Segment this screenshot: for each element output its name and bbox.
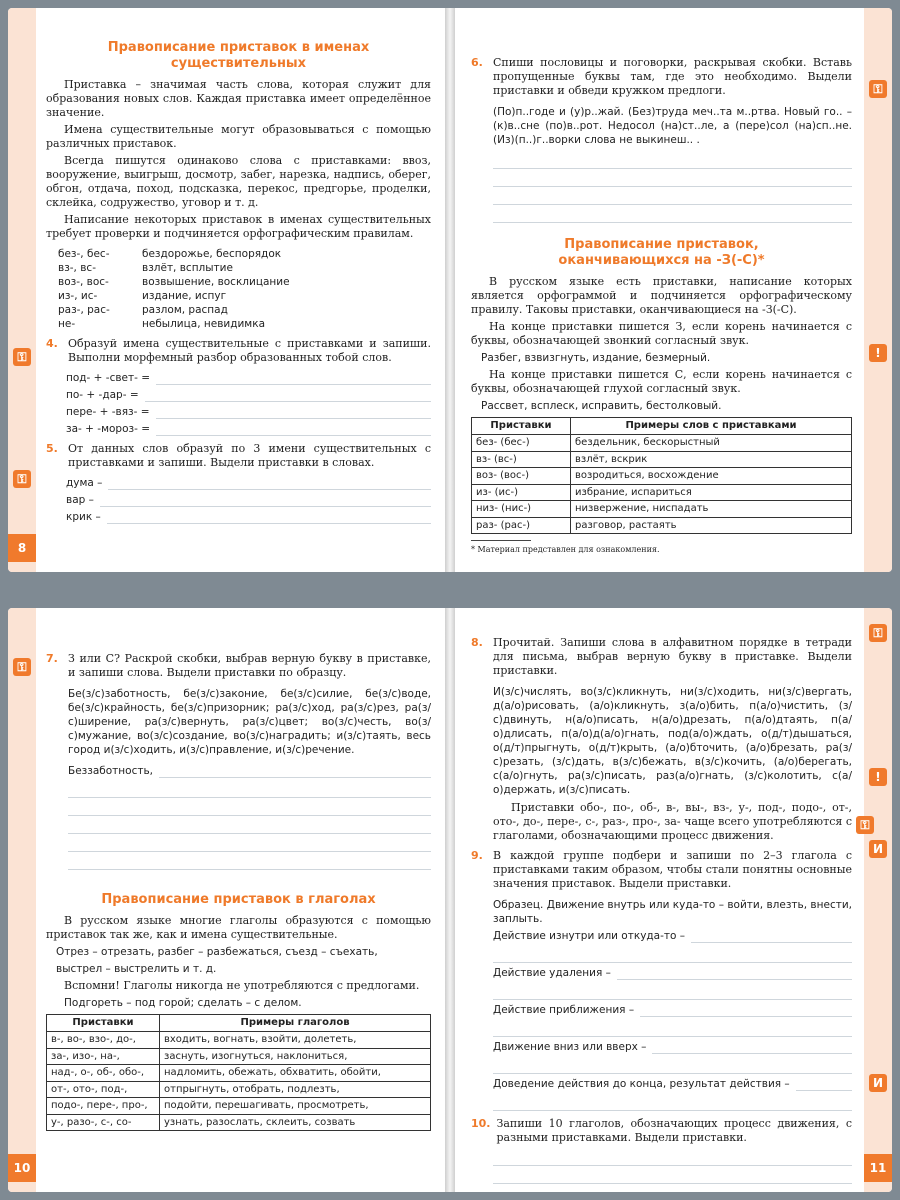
answer-line[interactable] (68, 780, 431, 798)
task-number: 7. (46, 652, 58, 665)
answer-line[interactable] (100, 492, 431, 507)
paragraph: Приставка – значимая часть слова, которая служит для образования новых слов. Каждая приставка имеет определённое значение. (46, 78, 431, 119)
page-margin (8, 608, 36, 1192)
prefix-table (471, 417, 852, 534)
key-icon: ⚿ (13, 470, 31, 488)
task-7-answers (68, 763, 431, 870)
word-formula: за- + -мороз- = (66, 423, 151, 435)
page-10 (8, 608, 445, 1192)
table-row (47, 1032, 431, 1049)
base-word: вар – (66, 494, 94, 506)
attention-icon: ! (869, 768, 887, 786)
task-text: Прочитай. Запиши слова в алфавитном порядке в тетради для письма, выбрав верную букву в приставке. Выдели приставки. (493, 636, 852, 677)
answer-line[interactable] (796, 1076, 852, 1091)
prefix-examples: разлом, распад (142, 304, 228, 316)
paragraph: В русском языке многие глаголы образуются с помощью приставок так же, как и имена существительные. (46, 914, 431, 941)
table-cell: подойти, перешагивать, просмотреть, (160, 1098, 431, 1115)
page-11 (455, 608, 892, 1192)
prefix: без-, бес- (58, 248, 110, 260)
task-number: 5. (46, 442, 58, 455)
meaning-label: Доведение действия до конца, результат действия – (493, 1078, 790, 1090)
page-content (46, 608, 431, 1192)
table-cell: низ- (нис-) (472, 501, 571, 518)
key-icon: ⚿ (13, 348, 31, 366)
example-words: выстрел – выстрелить и т. д. (56, 963, 217, 975)
task-5 (46, 442, 431, 473)
table-cell: у-, разо-, с-, со- (47, 1114, 160, 1131)
task-10-answers (493, 1148, 852, 1184)
answer-line[interactable] (156, 370, 431, 385)
table-row (47, 1048, 431, 1065)
prefix: раз-, рас- (58, 304, 110, 316)
info-icon: И (869, 840, 887, 858)
task-text: Запиши 10 глаголов, обозначающих процесс движения, с разными приставками. Выдели приставки. (496, 1117, 852, 1144)
meaning-label: Движение вниз или вверх – (493, 1041, 647, 1053)
table-row (472, 517, 852, 534)
task-text: Спиши пословицы и поговорки, раскрывая скобки. Вставь пропущенные буквы там, где это необходимо. Выдели приставки и обведи кружком предлоги. (493, 56, 852, 97)
task-6 (471, 56, 852, 101)
prefix: из-, ис- (58, 290, 98, 302)
answer-line[interactable] (493, 1148, 852, 1166)
example-words: Разбег, взвизгнуть, издание, безмерный. (481, 352, 711, 364)
word-formula: пере- + -вяз- = (66, 406, 150, 418)
page-content (471, 608, 852, 1192)
sample-answer: Образец. Движение внутрь или куда-то – войти, влезть, внести, заплыть. (493, 899, 852, 925)
key-icon: ⚿ (856, 816, 874, 834)
answer-line[interactable] (68, 852, 431, 870)
page-content (471, 8, 852, 572)
key-icon: ⚿ (869, 624, 887, 642)
answer-line[interactable] (68, 798, 431, 816)
task-number: 10. (471, 1117, 491, 1130)
table-cell: воз- (вос-) (472, 468, 571, 485)
example-words: Рассвет, всплеск, исправить, бестолковый. (481, 400, 722, 412)
table-cell: над-, о-, об-, обо-, (47, 1065, 160, 1082)
task-6-answers (493, 151, 852, 223)
page-margin (864, 608, 892, 1192)
base-word: дума – (66, 477, 103, 489)
task-number: 4. (46, 337, 58, 350)
answer-line[interactable] (156, 421, 431, 436)
page-number: 11 (864, 1154, 892, 1182)
answer-line[interactable] (108, 475, 431, 490)
task-10 (471, 1117, 852, 1148)
table-cell: за-, изо-, на-, (47, 1048, 160, 1065)
task-number: 8. (471, 636, 483, 649)
task-number: 6. (471, 56, 483, 69)
table-cell: заснуть, изогнуться, наклониться, (160, 1048, 431, 1065)
table-cell: надломить, обежать, обхватить, обойти, (160, 1065, 431, 1082)
answer-line[interactable] (493, 1093, 852, 1111)
table-cell: вз- (вс-) (472, 451, 571, 468)
meaning-label: Действие изнутри или откуда-то – (493, 930, 686, 942)
table-cell: бездельник, бескорыстный (571, 435, 852, 452)
exercise-words: Бе(з/с)заботность, бе(з/с)законие, бе(з/с)силие, бе(з/с)воде, бе(з/с)крайность, бе(з/с)призорник; ра(з/с)ход, ра(з/с)рез, ра(з/с)ширение, ра(з/с)вернуть, ра(з/с)цвет; во(з/с)честь, во(з/с)мужание, во(з/с)создание, во(з/с)наградить; и(з/с)таять, весь город и(з/с)ходить, и(з/с)правление, и(з/с)речение. (68, 688, 431, 756)
table-row (47, 1065, 431, 1082)
task-5-answers (66, 475, 431, 524)
word-formula: по- + -дар- = (66, 389, 139, 401)
answer-line[interactable] (493, 945, 852, 963)
prefix-examples: бездорожье, беспорядок (142, 248, 282, 260)
answer-line[interactable] (493, 169, 852, 187)
answer-line[interactable] (107, 509, 431, 524)
table-row (47, 1081, 431, 1098)
exercise-words: И(з/с)числять, во(з/с)кликнуть, ни(з/с)ходить, ни(з/с)вергать, д(а/о)рисовать, (а/о)кликнуть, з(а/о)бить, п(а/о)чистить, (з/с)двинуть, н(а/о)писать, н(а/о)дрезать, п(а/о)дтаять, п(а/о)длисать, п(а/о)д(а/о)гнать, под(а/о)ждать, о(д/т)дышаться, о(д/т)прыгнуть, о(д/т)крыть, (а/о)бточить, (а/о)брезать, ра(з/с)резать, (з/с)дать, в(з/с)бежать, в(з/с)кочить, (а/о)берегать, с(а/о)гнуть, ра(з/с)писать, раз(а/о)гнать, (з/с)колотить, с(а/о)держать, и(з/с)писать. (493, 686, 852, 796)
task-4-answers (66, 370, 431, 436)
key-icon: ⚿ (869, 80, 887, 98)
word-formula: под- + -свет- = (66, 372, 151, 384)
task-4 (46, 337, 431, 368)
task-text: З или С? Раскрой скобки, выбрав верную букву в приставке, и запиши слова. Выдели приставки по образцу. (68, 652, 431, 679)
task-text: Образуй имена существительные с приставками и запиши. Выполни морфемный разбор образованных тобой слов. (68, 337, 431, 364)
answer-line[interactable] (691, 928, 852, 943)
key-icon: ⚿ (13, 658, 31, 676)
task-8 (471, 636, 852, 681)
info-icon: И (869, 1074, 887, 1092)
example-words: Подгореть – под горой; сделать – с делом. (64, 997, 302, 1009)
table-cell: отпрыгнуть, отобрать, подлезть, (160, 1081, 431, 1098)
spread-pages-8-9 (0, 0, 900, 580)
table-header: Примеры слов с приставками (571, 418, 852, 435)
page-9 (455, 8, 892, 572)
spread-pages-10-11 (0, 600, 900, 1200)
paragraph: На конце приставки пишется З, если корень начинается с буквы, обозначающей звонкий согласный звук. (471, 320, 852, 347)
example-words: Отрез – отрезать, разбег – разбежаться, съезд – съехать, (56, 946, 378, 958)
table-cell: узнать, разослать, склеить, созвать (160, 1114, 431, 1131)
prefix: не- (58, 318, 76, 330)
table-header: Приставки (472, 418, 571, 435)
answer-line[interactable] (493, 205, 852, 223)
answer-line[interactable] (156, 404, 431, 419)
task-text: В каждой группе подбери и запиши по 2–3 глагола с приставками таким образом, чтобы стали понятны основные значения приставок. Выдели приставки. (493, 849, 852, 890)
answer-line[interactable] (617, 965, 852, 980)
base-word: крик – (66, 511, 101, 523)
table-row (472, 451, 852, 468)
answer-line[interactable] (493, 1056, 852, 1074)
page-8 (8, 8, 445, 572)
section-title: Правописание приставок в глаголах (101, 892, 376, 907)
table-cell: подо-, пере-, про-, (47, 1098, 160, 1115)
table-row (47, 1098, 431, 1115)
table-cell: взлёт, вскрик (571, 451, 852, 468)
attention-icon: ! (869, 344, 887, 362)
answer-line[interactable] (493, 1019, 852, 1037)
prefix: воз-, вос- (58, 276, 109, 288)
answer-line[interactable] (493, 151, 852, 169)
prefix-examples: небылица, невидимка (142, 318, 266, 330)
answer-line[interactable] (159, 763, 431, 778)
paragraph: Всегда пишутся одинаково слова с приставками: ввоз, вооружение, выигрыш, досмотр, забег, нарезка, надпись, оберег, обгон, отдача, поход, подсказка, перекос, предгорье, проделки, склейка, содружество, уговор и т. д. (46, 154, 431, 209)
meaning-label: Действие удаления – (493, 967, 611, 979)
table-row (472, 468, 852, 485)
table-cell: от-, ото-, под-, (47, 1081, 160, 1098)
page-number: 8 (8, 534, 36, 562)
paragraph: Имена существительные могут образовываться с помощью различных приставок. (46, 123, 431, 150)
sample-answer: Беззаботность, (68, 765, 153, 777)
meaning-label: Действие приближения – (493, 1004, 635, 1016)
section-title: Правописание приставок в именах существительных (107, 40, 370, 71)
book-gutter (445, 8, 455, 572)
footnote: * Материал представлен для ознакомления. (471, 540, 531, 557)
table-cell: возродиться, восхождение (571, 468, 852, 485)
answer-line[interactable] (493, 187, 852, 205)
prefix-examples: возвышение, восклицание (142, 276, 290, 288)
page-number: 10 (8, 1154, 36, 1182)
table-row (472, 501, 852, 518)
task-text: От данных слов образуй по 3 имени существительных с приставками и запиши. Выдели приставки в словах. (68, 442, 431, 469)
table-cell: разговор, растаять (571, 517, 852, 534)
remember-note: Вспомни! Глаголы никогда не употребляются с предлогами. (64, 979, 420, 992)
task-9-answers (493, 928, 852, 1111)
answer-line[interactable] (493, 982, 852, 1000)
table-cell: без- (бес-) (472, 435, 571, 452)
paragraph: В русском языке есть приставки, написание которых является орфограммой и подчиняется орфографическому правилу. Таковы приставки, оканчивающиеся на -З(-С). (471, 275, 852, 316)
task-9 (471, 849, 852, 894)
prefix-examples: взлёт, всплытие (142, 262, 233, 274)
table-cell: из- (ис-) (472, 484, 571, 501)
table-cell: раз- (рас-) (472, 517, 571, 534)
answer-line[interactable] (68, 834, 431, 852)
table-header: Примеры глаголов (160, 1015, 431, 1032)
answer-line[interactable] (493, 1166, 852, 1184)
proverbs: (По)п..годе и (у)р..жай. (Без)труда меч..та м..ртва. Новый го.. – (к)в..сне (по)в..рот. Недосол (на)ст..ле, а (пере)сол (на)сп..не. (Из)(п..)г..ворки слова не выкинеш.. . (493, 106, 852, 146)
task-7 (46, 652, 431, 683)
section-title: Правописание приставок, оканчивающихся на -З(-С)* (558, 237, 765, 268)
table-cell: избрание, испариться (571, 484, 852, 501)
prefix-examples-list (58, 247, 431, 331)
answer-line[interactable] (652, 1039, 852, 1054)
book-gutter (445, 608, 455, 1192)
answer-line[interactable] (68, 816, 431, 834)
prefix-examples: издание, испуг (142, 290, 227, 302)
table-header: Приставки (47, 1015, 160, 1032)
paragraph: На конце приставки пишется С, если корень начинается с буквы, обозначающей глухой согласный звук. (471, 368, 852, 395)
rule-note: Приставки обо-, по-, об-, в-, вы-, вз-, у-, под-, подо-, от-, ото-, до-, пере-, с-, раз-, про-, за- чаще всего употребляются с глаголами, обозначающими процесс движения. (493, 801, 852, 842)
answer-line[interactable] (145, 387, 431, 402)
table-row (47, 1114, 431, 1131)
table-row (472, 484, 852, 501)
table-cell: входить, вогнать, взойти, долететь, (160, 1032, 431, 1049)
verb-prefix-table (46, 1014, 431, 1131)
table-cell: в-, во-, взо-, до-, (47, 1032, 160, 1049)
paragraph: Написание некоторых приставок в именах существительных требует проверки и подчиняется орфографическим правилам. (46, 213, 431, 240)
page-content (46, 8, 431, 572)
table-row (472, 435, 852, 452)
answer-line[interactable] (640, 1002, 852, 1017)
prefix: вз-, вс- (58, 262, 96, 274)
task-number: 9. (471, 849, 483, 862)
table-cell: низвержение, ниспадать (571, 501, 852, 518)
